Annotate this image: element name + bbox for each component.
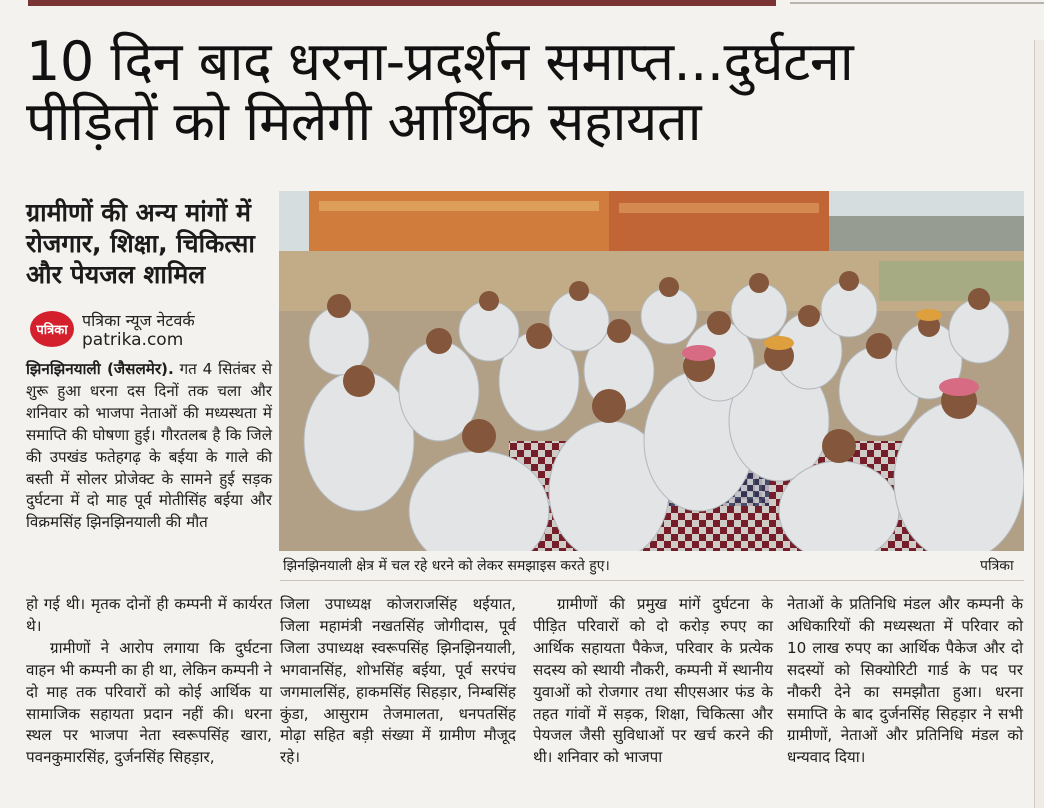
- article-column-2: [280, 594, 516, 769]
- caption-divider: [280, 580, 1024, 581]
- article-column-1-top: [26, 359, 272, 534]
- patrika-logo: पत्रिका: [30, 311, 74, 347]
- subhead-line-3: और पेयजल शामिल: [26, 260, 206, 289]
- top-thin-rule: [790, 2, 1044, 4]
- headline-line-2: पीड़ितों को मिलेगी आर्थिक सहायता: [26, 90, 702, 153]
- news-network-label: पत्रिका न्यूज नेटवर्क: [82, 311, 195, 330]
- article-paragraph: ग्रामीणों की प्रमुख मांगें दुर्घटना के पीड़ित परिवारों को दो करोड़ रुपए का आर्थिक सहायता पैकेज, परिवार के प्रत्येक सदस्य को स्थायी नौकरी, कम्पनी में स्थानीय युवाओं को रोजगार तथा सीएसआर फंड के तहत गांवों में सड़क, शिक्षा, चिकित्सा और पेयजल जैसी सुविधाओं पर खर्च करने की थी। शनिवार को भाजपा: [533, 595, 773, 767]
- article-column-3: [533, 594, 773, 769]
- subhead-line-2: रोजगार, शिक्षा, चिकित्सा: [26, 229, 255, 258]
- photo-illustration: [279, 191, 1024, 551]
- article-paragraph: हो गई थी। मृतक दोनों ही कम्पनी में कार्यरत थे।: [26, 595, 272, 635]
- subheadline: [26, 197, 274, 290]
- article-lead-paragraph: [26, 359, 272, 534]
- headline-line-1: 10 दिन बाद धरना-प्रदर्शन समाप्त...दुर्घटना: [26, 30, 854, 93]
- dateline: झिनझिनयाली (जैसलमेर).: [26, 360, 174, 378]
- article-paragraph: जिला उपाध्यक्ष कोजराजसिंह थईयात, जिला महामंत्री नखतसिंह जोगीदास, पूर्व जिला उपाध्यक्ष स्वरूपसिंह झिनझिनयाली, भगवानसिंह, शोभसिंह बईया, पूर्व सरपंच जगमालसिंह, हाकमसिंह सिहड़ार, निम्बसिंह कुंडा, आसुराम तेजमालता, धनपतसिंह मोढ़ा सहित बड़ी संख्या में ग्रामीण मौजूद रहे।: [280, 595, 516, 767]
- website-link[interactable]: patrika.com: [82, 330, 184, 350]
- headline: [26, 32, 1026, 152]
- article-paragraph: ग्रामीणों ने आरोप लगाया कि दुर्घटना वाहन भी कम्पनी का ही था, लेकिन कम्पनी ने दो माह तक परिवारों को कोई आर्थिक या सामाजिक सहायता प्रदान नहीं की। धरना स्थल पर भाजपा नेता स्वरूपसिंह खारा, पवनकुमारसिंह, दुर्जनसिंह सिहड़ार,: [26, 638, 272, 767]
- byline: [30, 307, 275, 353]
- photo-credit: पत्रिका: [980, 558, 1014, 574]
- article-column-4: [787, 594, 1023, 769]
- subhead-line-1: ग्रामीणों की अन्य मांगों में: [26, 198, 251, 227]
- news-photo: [279, 191, 1024, 551]
- lead-text: गत 4 सितंबर से शुरू हुआ धरना दस दिनों तक चला और शनिवार को भाजपा नेताओं की मध्यस्थता में समाप्ति की घोषणा हुई। गौरतलब है कि जिले की उपखंड फतेहगढ़ के बईया के गाले की बस्ती में सोलर प्रोजेक्ट के सामने हुई सड़क दुर्घटना में दो माह पूर्व मोतीसिंह बईया और विक्रमसिंह झिनझिनयाली की मौत: [26, 360, 272, 532]
- adjacent-column-edge: [1034, 40, 1044, 808]
- top-color-rule: [28, 0, 776, 6]
- article-column-1-bottom: [26, 594, 272, 769]
- photo-caption: झिनझिनयाली क्षेत्र में चल रहे धरने को लेकर समझाइस करते हुए।: [283, 558, 610, 574]
- article-paragraph: नेताओं के प्रतिनिधि मंडल और कम्पनी के अधिकारियों की मध्यस्थता में परिवार को 10 लाख रुपए का आर्थिक पैकेज और दो सदस्यों को सिक्योरिटी गार्ड के पद पर नौकरी देने का समझौता हुआ। धरना समाप्ति के बाद दुर्जनसिंह सिहड़ार ने सभी ग्रामीणों, नेताओं और प्रतिनिधि मंडल को धन्यवाद दिया।: [787, 595, 1023, 767]
